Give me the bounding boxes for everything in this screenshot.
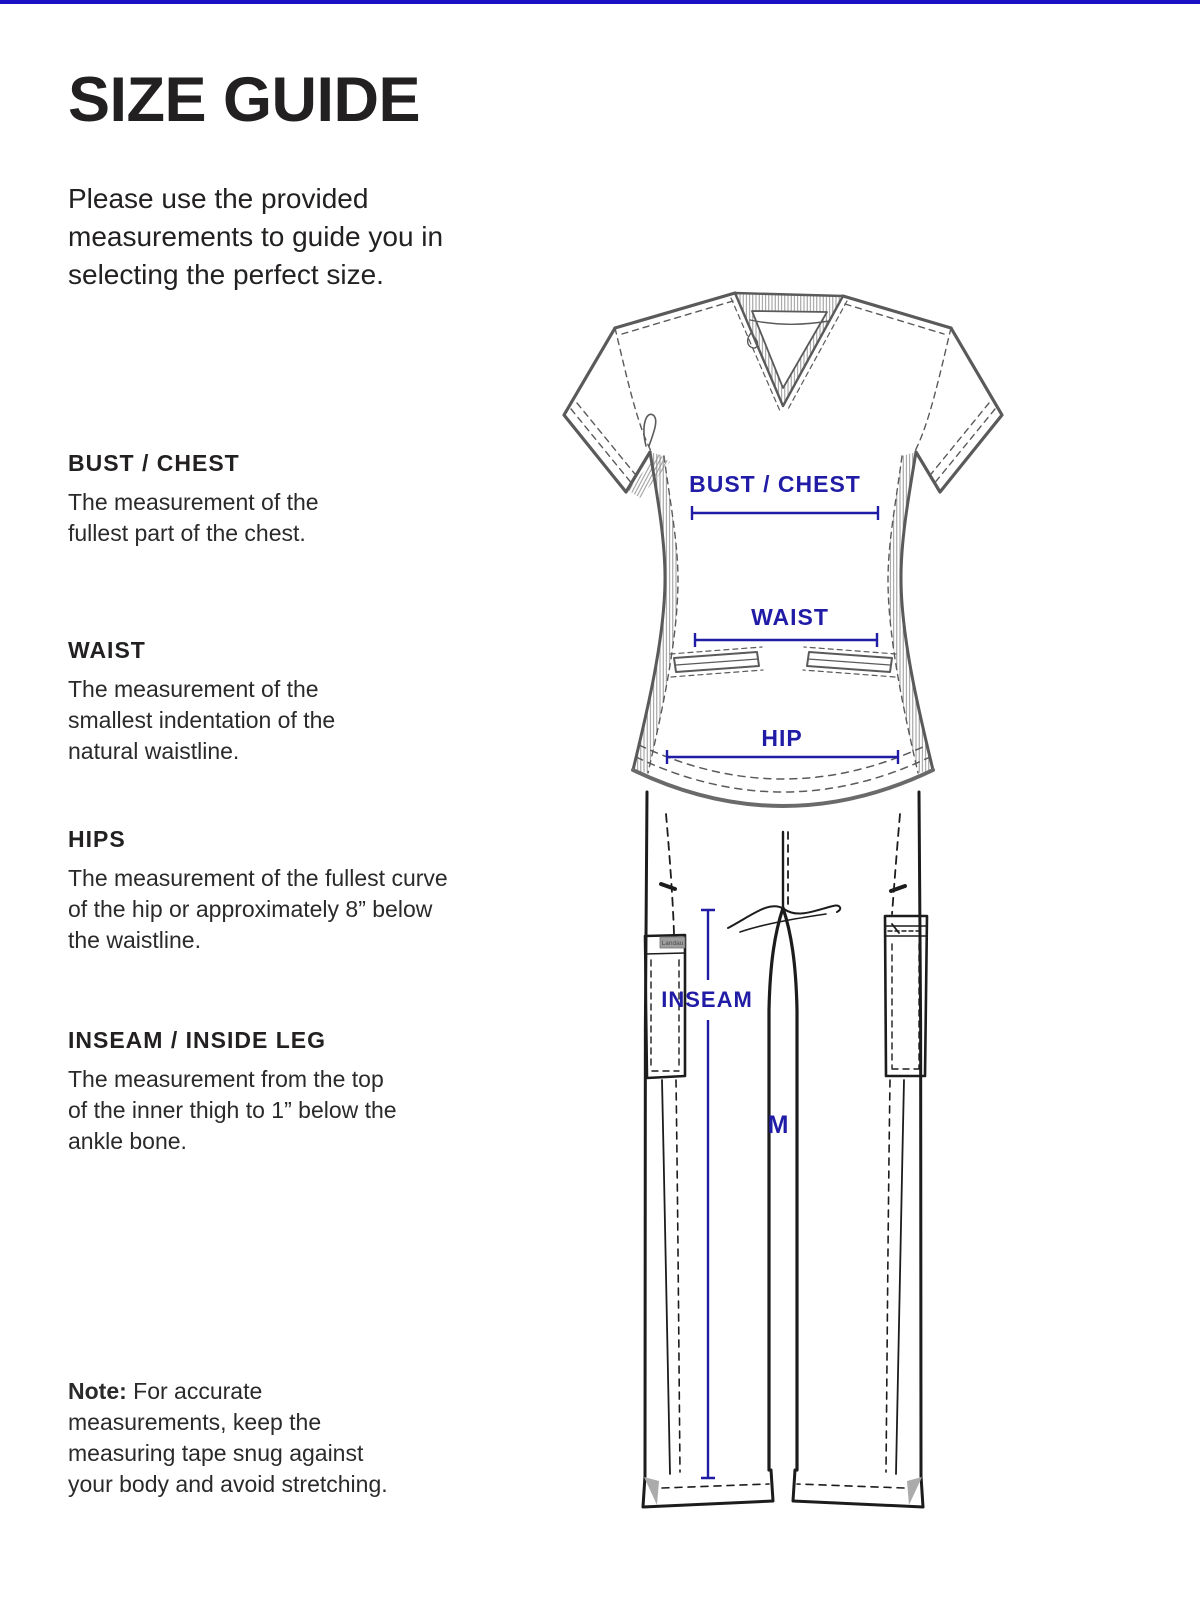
inseam-label: INSEAM xyxy=(661,987,753,1012)
section-body: The measurement of the smallest indentation of the natural waistline. xyxy=(68,676,336,764)
brand-chip-label: Landau xyxy=(661,940,684,947)
section-heading: WAIST xyxy=(68,637,146,663)
hip-label: HIP xyxy=(761,725,803,751)
section-hips xyxy=(68,826,453,956)
scrubs-technical-drawing xyxy=(540,280,1040,1530)
section-waist xyxy=(68,637,363,767)
section-heading: INSEAM / INSIDE LEG xyxy=(68,1027,326,1053)
note-label: Note: xyxy=(68,1378,127,1404)
section-body: The measurement from the top of the inner thigh to 1” below the ankle bone. xyxy=(68,1066,397,1154)
bust-label: BUST / CHEST xyxy=(689,471,861,497)
section-body: The measurement of the fullest part of the chest. xyxy=(68,489,319,546)
page-title: SIZE GUIDE xyxy=(68,65,421,135)
size-diagram-figure xyxy=(540,280,1040,1540)
section-bust-chest xyxy=(68,450,358,549)
size-letter-label: M xyxy=(767,1111,789,1139)
section-heading: BUST / CHEST xyxy=(68,450,240,476)
section-body: The measurement of the fullest curve of the hip or approximately 8” below the waistline. xyxy=(68,865,448,953)
note-body: For accurate measurements, keep the measuring tape snug against your body and avoid stretching. xyxy=(68,1378,388,1497)
section-inseam xyxy=(68,1027,398,1157)
intro-text: Please use the provided measurements to guide you in selecting the perfect size. xyxy=(68,183,444,290)
waist-label: WAIST xyxy=(751,604,829,630)
top-border-line xyxy=(0,0,1200,4)
section-heading: HIPS xyxy=(68,826,126,852)
scrub-pants-drawing xyxy=(643,792,927,1507)
note-text xyxy=(68,1376,403,1500)
